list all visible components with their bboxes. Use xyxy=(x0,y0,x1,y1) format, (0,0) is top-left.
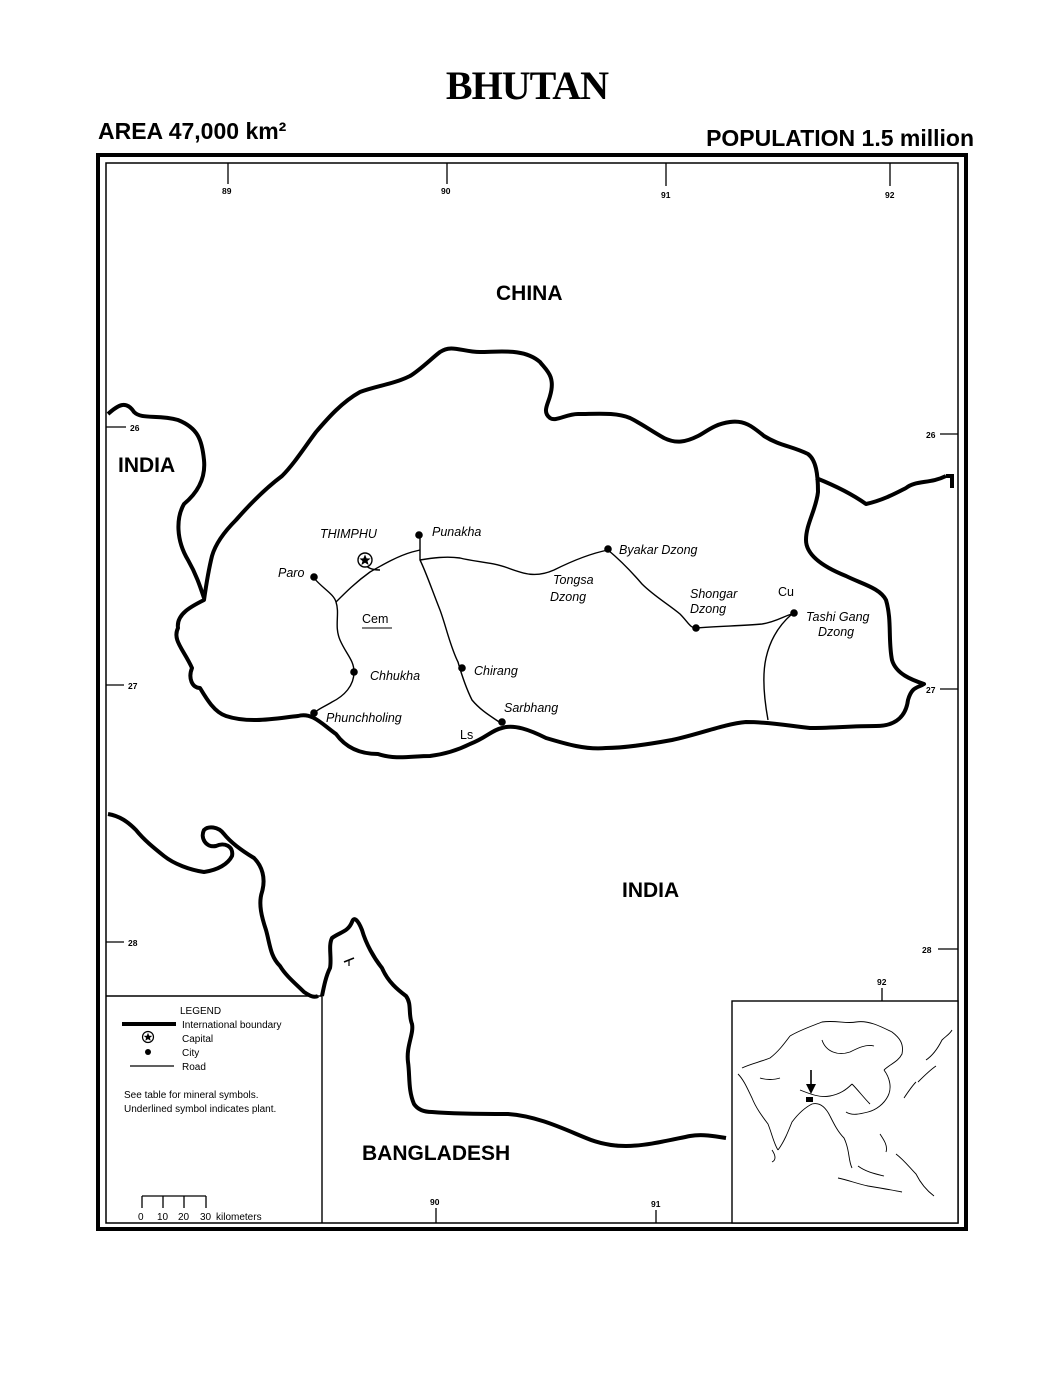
tick-inset-90: 90 xyxy=(430,1197,440,1207)
scale-20: 20 xyxy=(178,1212,190,1223)
city-chirang-dot xyxy=(458,664,466,672)
city-tashi-dot xyxy=(790,609,798,617)
label-bangladesh: BANGLADESH xyxy=(362,1142,511,1165)
label-india-south: INDIA xyxy=(622,879,680,902)
label-phunchholing: Phunchholing xyxy=(326,711,402,725)
boundary-india-bangladesh-west xyxy=(108,814,318,997)
top-ticks xyxy=(228,163,890,186)
label-mineral-ls: Ls xyxy=(460,728,474,742)
locator-bhutan-marker xyxy=(806,1097,813,1102)
legend-city-dot xyxy=(145,1049,151,1055)
tick-lat-28-left: 28 xyxy=(128,938,138,948)
boundary-china-india-east xyxy=(816,476,946,504)
locator-inset xyxy=(732,1001,958,1223)
label-tashi-1: Tashi Gang xyxy=(806,610,870,624)
tick-lat-26-left: 26 xyxy=(130,423,140,433)
boundary-bangladesh-main xyxy=(322,919,726,1146)
city-sarbhang-dot xyxy=(498,718,506,726)
population-label: POPULATION 1.5 million xyxy=(706,125,974,151)
tick-inset-91: 91 xyxy=(651,1199,661,1209)
city-paro-dot xyxy=(310,573,318,581)
city-shongar-dot xyxy=(692,624,700,632)
tick-lon-90: 90 xyxy=(441,186,451,196)
legend-note-1: See table for mineral symbols. xyxy=(124,1090,259,1101)
capital-star-icon xyxy=(358,553,372,567)
legend-city: City xyxy=(182,1048,200,1059)
tick-inset-92: 92 xyxy=(877,977,887,987)
label-tongsa-2: Dzong xyxy=(550,590,587,604)
city-chhukha-dot xyxy=(350,668,358,676)
label-paro: Paro xyxy=(278,566,305,580)
tick-lon-91: 91 xyxy=(661,190,671,200)
label-shongar-1: Shongar xyxy=(690,587,738,601)
tick-lat-27-right: 27 xyxy=(926,685,936,695)
legend-capital: Capital xyxy=(182,1034,214,1045)
label-chirang: Chirang xyxy=(474,664,518,678)
city-phunchholing-dot xyxy=(310,709,318,717)
label-chhukha: Chhukha xyxy=(370,669,421,683)
label-thimphu: THIMPHU xyxy=(320,527,377,541)
scale-unit: kilometers xyxy=(216,1212,262,1223)
label-mineral-cu: Cu xyxy=(778,585,794,599)
map-title: BHUTAN xyxy=(445,63,609,108)
bhutan-boundary xyxy=(176,348,924,757)
legend-heading: LEGEND xyxy=(180,1006,222,1017)
legend-boundary: International boundary xyxy=(182,1020,282,1031)
label-punakha: Punakha xyxy=(432,525,482,539)
roads xyxy=(314,536,792,724)
city-byakar-dot xyxy=(604,545,612,553)
tick-lat-27-left: 27 xyxy=(128,681,138,691)
side-ticks xyxy=(106,427,958,949)
label-shongar-2: Dzong xyxy=(690,602,727,616)
tick-lat-28-right: 28 xyxy=(922,945,932,955)
label-byakar: Byakar Dzong xyxy=(619,543,698,557)
boundary-east-edge xyxy=(946,476,952,488)
label-mineral-cem: Cem xyxy=(362,612,389,626)
legend-panel xyxy=(106,996,322,1223)
area-label: AREA 47,000 km² xyxy=(98,118,287,144)
scale-30: 30 xyxy=(200,1212,212,1223)
label-china: CHINA xyxy=(496,282,563,305)
legend-road: Road xyxy=(182,1062,206,1073)
label-india-west: INDIA xyxy=(118,454,176,477)
legend-capital-icon xyxy=(143,1032,154,1043)
label-sarbhang: Sarbhang xyxy=(504,701,559,715)
legend-note-2: Underlined symbol indicates plant. xyxy=(124,1104,277,1115)
label-tashi-2: Dzong xyxy=(818,625,855,639)
tick-lon-92: 92 xyxy=(885,190,895,200)
label-tongsa-1: Tongsa xyxy=(553,573,594,587)
tick-lat-26-right: 26 xyxy=(926,430,936,440)
scale-0: 0 xyxy=(138,1212,144,1223)
tick-lon-89: 89 xyxy=(222,186,232,196)
scale-10: 10 xyxy=(157,1212,169,1223)
scale-bar xyxy=(142,1196,206,1208)
boundary-india-china-west xyxy=(108,405,204,598)
city-punakha-dot xyxy=(415,531,423,539)
